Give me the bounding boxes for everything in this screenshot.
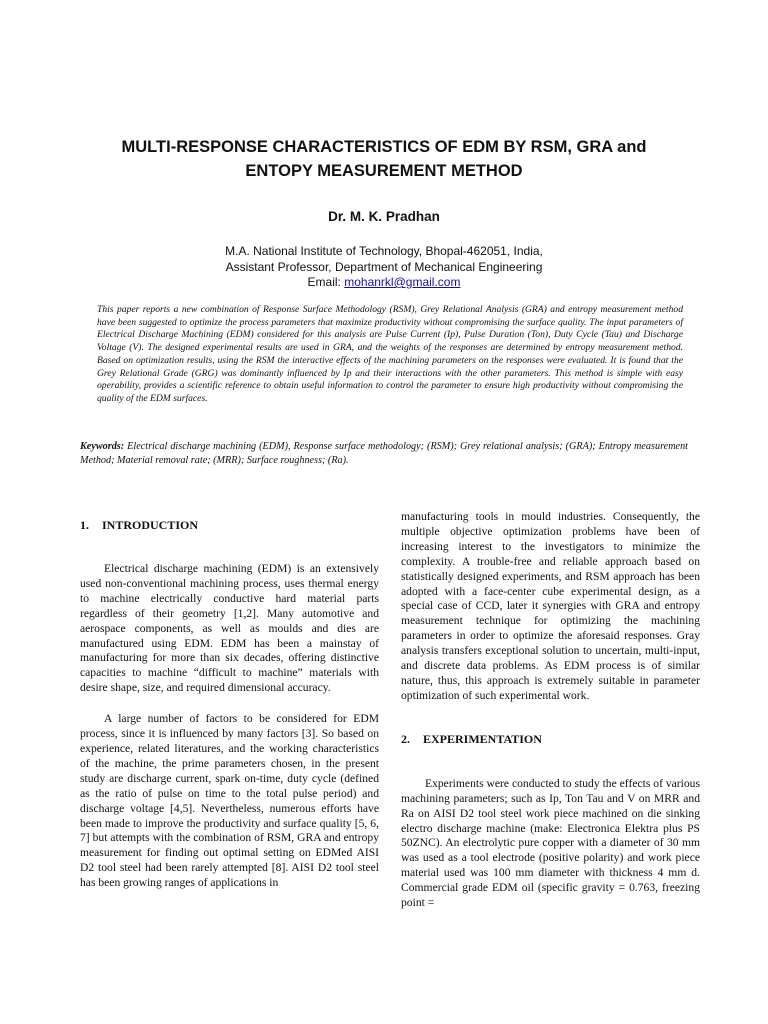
section-title: EXPERIMENTATION <box>423 731 542 746</box>
paper-title <box>60 135 708 183</box>
intro-paragraph-2: A large number of factors to be considered for EDM process, since it is influenced by many factors [3]. So based on experience, related literatures, and the working characteristics of the machine, the prime parameters chosen, in the present study are discharge current, spark on-time, duty cycle (defined as the ratio of pulse on time to the total pulse period) and discharge voltage [4,5]. Nevertheless, numerous efforts have been made to improve the productivity and surface quality [5, 6, 7] but attempts with the combination of RSM, GRA and entropy measurement for finding out optimal setting on EDMed AISI D2 tool steel had been rarely attempted [8]. AISI D2 tool steel has been growing ranges of applications in <box>80 712 379 890</box>
keywords-text: Electrical discharge machining (EDM), Response surface methodology; (RSM); Grey relational analysis; (GRA); Entropy measurement Method; Material removal rate; (MRR); Surface roughness; (Ra). <box>80 441 688 466</box>
section-heading-introduction <box>80 518 379 533</box>
email-link[interactable]: mohanrkl@gmail.com <box>344 275 461 289</box>
keywords-label: Keywords: <box>80 441 125 452</box>
abstract: This paper reports a new combination of Response Surface Methodology (RSM), Grey Relational Analysis (GRA) and entropy measurement method have been suggested to optimize the process parameters that maximize productivity without compromising the surface quality. The input parameters of Electrical Discharge Machining (EDM) considered for this analysis are Pulse Current (Ip), Pulse Duration (Ton), Duty Cycle (Tau) and Discharge Voltage (V). The designed experimental results are used in GRA, and the weights of the responses are determined by entropy measurement method. Based on optimization results, using the RSM the interactive effects of the machining parameters on the responses were evaluated. It is found that the Grey Relational Grade (GRG) was dominantly influenced by Ip and their interactions with the other parameters. This method is simple with easy operability, provides a scientific reference to obtain useful information to control the parameter to ensure high productivity without compromising the quality of the EDM surfaces. <box>97 304 683 404</box>
intro-paragraph-3: manufacturing tools in mould industries. Consequently, the multiple objective optimization problems have been of increasing interest to the investigators to minimize the complexity. A trouble-free and reliable approach based on statistically designed experiments, and RSM approach has been adopted with a face-center cube experimental design, as a special case of CCD, later it synergies with GRA and entropy measurement technique for optimizing the machining parameters in order to optimize the aforesaid responses. Gray analysis transfers exceptional solution to uncertain, multi-input, and discrete data problems. As EDM process is of similar nature, thus, this approach is extremely suitable in parameter optimization of such experimental work. <box>401 510 700 702</box>
author-name: Dr. M. K. Pradhan <box>328 209 440 224</box>
section-number: 1. <box>80 518 89 532</box>
title-line-2: ENTOPY MEASUREMENT METHOD <box>245 162 523 180</box>
affiliation-line-1: M.A. National Institute of Technology, Bhopal-462051, India, <box>225 244 543 258</box>
section-number: 2. <box>401 731 410 746</box>
intro-paragraph-1: Electrical discharge machining (EDM) is an extensively used non-conventional machining process, uses thermal energy to machine electrically conductive hard material parts regardless of their geometry [1,2]. Many automotive and aerospace components, as well as moulds and dies are manufactured using EDM. EDM has been a mainstay of manufacturing for more than six decades, offering distinctive capacities to machine “difficult to machine” materials with desire shape, size, and required dimensional accuracy. <box>80 562 379 695</box>
affiliation-line-2: Assistant Professor, Department of Mechanical Engineering <box>225 259 543 274</box>
left-column <box>80 510 379 891</box>
right-column <box>401 510 700 911</box>
keywords <box>80 440 688 467</box>
email-label: Email: <box>307 275 345 289</box>
affiliation <box>0 244 768 291</box>
section-heading-experimentation <box>401 732 700 747</box>
experimentation-paragraph-1: Experiments were conducted to study the effects of various machining parameters; such as Ip, Ton Tau and V on MRR and Ra on AISI D2 tool steel work piece machined on die sinking electro discharge machine (make: Electronica Elektra plus PS 50ZNC). An electrolytic pure copper with a diameter of 30 mm was used as a tool electrode (positive polarity) and work piece material used was 100 mm diameter with thickness 4 mm d. Commercial grade EDM oil (specific gravity = 0.763, freezing point = <box>401 776 700 910</box>
title-line-1: MULTI-RESPONSE CHARACTERISTICS OF EDM BY RSM, GRA and <box>121 138 647 156</box>
email-line <box>0 275 768 291</box>
section-title: INTRODUCTION <box>102 518 199 532</box>
